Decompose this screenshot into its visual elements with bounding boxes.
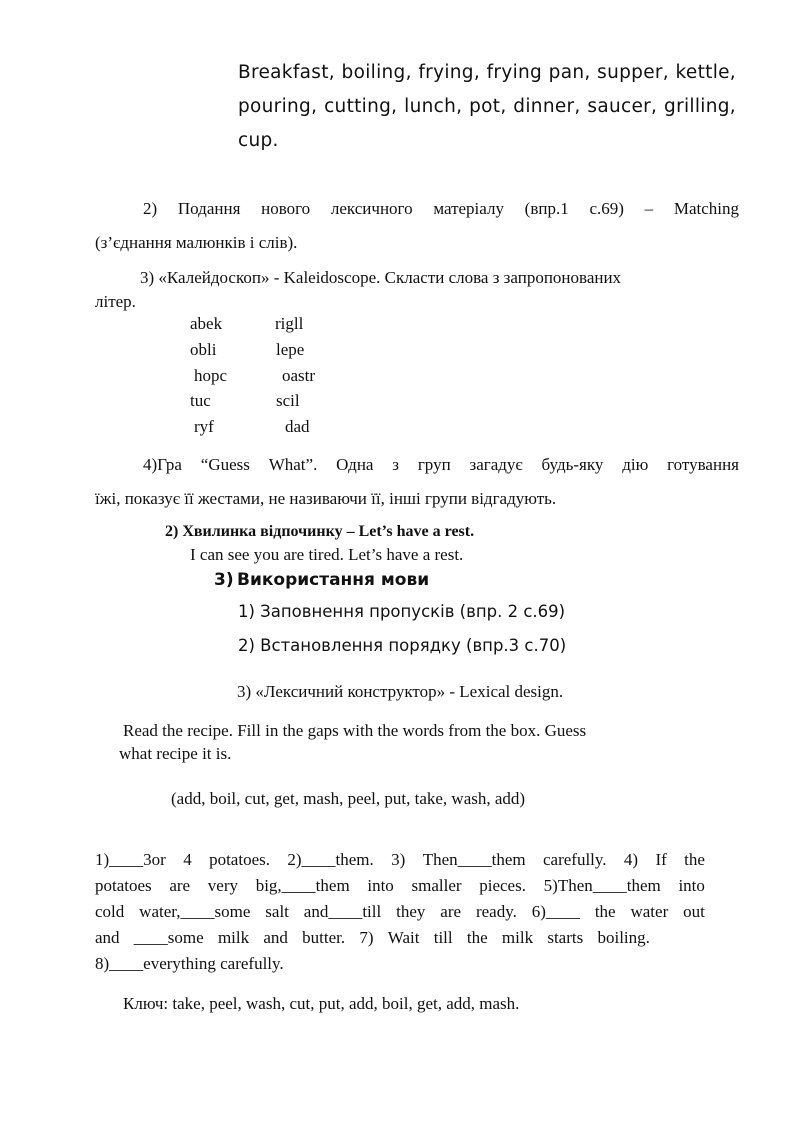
word: Одна [336, 455, 374, 474]
word: груп [417, 455, 451, 474]
answer-key: Ключ: take, peel, wash, cut, put, add, boil, get, add, mash. [123, 994, 520, 1013]
scrambled-word: rigll [275, 314, 304, 333]
word: з [392, 455, 400, 474]
word: cold [95, 902, 125, 921]
word: till [433, 928, 453, 947]
word: 4) [623, 850, 639, 869]
word: (впр.1 [524, 199, 569, 218]
word: pieces. [479, 876, 526, 895]
scrambled-word: abek [190, 314, 223, 333]
step3-line1: 3) «Калейдоскоп» - Kaleidoscope. Скласти слова з запропонованих [140, 268, 622, 287]
exercise-line-2 [95, 876, 705, 896]
word: нового [261, 199, 311, 218]
scrambled-word: hopc [194, 366, 228, 385]
word: 1)____3or [95, 850, 166, 869]
word: and [95, 928, 120, 947]
word: and [263, 928, 288, 947]
scrambled-word: lepe [276, 340, 305, 359]
word: If [655, 850, 667, 869]
word: out [683, 902, 705, 921]
word: very [207, 876, 239, 895]
word: 6)____ [531, 902, 580, 921]
language-heading: 3) Використання мови [214, 570, 430, 590]
word: smaller [411, 876, 462, 895]
word: carefully. [542, 850, 607, 869]
word: into [367, 876, 394, 895]
word: Then____them [422, 850, 526, 869]
word: матеріалу [433, 199, 504, 218]
word: с.69) [589, 199, 624, 218]
recipe-instruction-2: what recipe it is. [119, 744, 232, 763]
word: 3) [391, 850, 406, 869]
step2-line1 [143, 199, 739, 219]
word: salt [265, 902, 289, 921]
word: potatoes. [209, 850, 270, 869]
word: 4)Гра [143, 455, 182, 474]
word: are [169, 876, 191, 895]
word: Matching [673, 199, 739, 218]
word: 4 [183, 850, 192, 869]
exercise-line-1 [95, 850, 705, 870]
step4-line1 [143, 455, 739, 475]
word: 2) [143, 199, 158, 218]
word: potatoes [95, 876, 152, 895]
step2-line2: (з’єднання малюнків і слів). [95, 233, 298, 252]
word: milk [501, 928, 534, 947]
word: the [466, 928, 488, 947]
scrambled-word: obli [190, 340, 217, 359]
word: ready. [475, 902, 517, 921]
word: What”. [268, 455, 318, 474]
word: Wait [387, 928, 420, 947]
word: into [678, 876, 705, 895]
scrambled-word: ryf [194, 417, 214, 436]
word: they [396, 902, 426, 921]
word: starts [547, 928, 584, 947]
rest-line: I can see you are tired. Let’s have a rest. [190, 545, 464, 564]
word: big,____them [255, 876, 350, 895]
vocabulary-list: Breakfast, boiling, frying, frying pan, supper, kettle, pouring, cutting, lunch, pot, dinner, saucer, grilling, cup. [238, 62, 736, 151]
word: the [594, 902, 616, 921]
word: 7) [359, 928, 374, 947]
exercise-line-4 [95, 928, 650, 948]
word: the [684, 850, 705, 869]
word: water,____some [139, 902, 251, 921]
step4-line2: їжі, показує її жестами, не називаючи її, інші групи відгадують. [95, 489, 557, 508]
word: готування [667, 455, 739, 474]
step3-line2: літер. [95, 292, 136, 311]
exercise-line-3 [95, 902, 705, 922]
scrambled-word: oastr [282, 366, 316, 385]
scrambled-word: dad [285, 417, 310, 436]
word: boiling. [597, 928, 650, 947]
language-item-1: 1) Заповнення пропусків (впр. 2 с.69) [238, 602, 566, 621]
word: – [644, 199, 654, 218]
word: and____till [303, 902, 382, 921]
language-item-2: 2) Встановлення порядку (впр.3 с.70) [238, 636, 567, 655]
recipe-instruction-1: Read the recipe. Fill in the gaps with the words from the box. Guess [123, 721, 587, 740]
word: дію [622, 455, 649, 474]
word-box: (add, boil, cut, get, mash, peel, put, take, wash, add) [171, 789, 526, 808]
word: Подання [177, 199, 241, 218]
word: ____some [133, 928, 204, 947]
word: 2)____them. [287, 850, 374, 869]
word: будь-яку [541, 455, 604, 474]
word: are [440, 902, 462, 921]
word: лексичного [330, 199, 413, 218]
word: “Guess [200, 455, 250, 474]
word: water [630, 902, 669, 921]
scrambled-word: scil [276, 391, 300, 410]
exercise-line-5: 8)____everything carefully. [95, 954, 284, 973]
word: загадує [469, 455, 523, 474]
word: 5)Then____them [543, 876, 661, 895]
rest-heading: 2) Хвилинка відпочинку – Let’s have a rest. [165, 523, 475, 540]
scrambled-word: tuc [190, 391, 211, 410]
lexical-design-line: 3) «Лексичний конструктор» - Lexical design. [237, 682, 564, 701]
word: milk [217, 928, 250, 947]
word: butter. [302, 928, 346, 947]
